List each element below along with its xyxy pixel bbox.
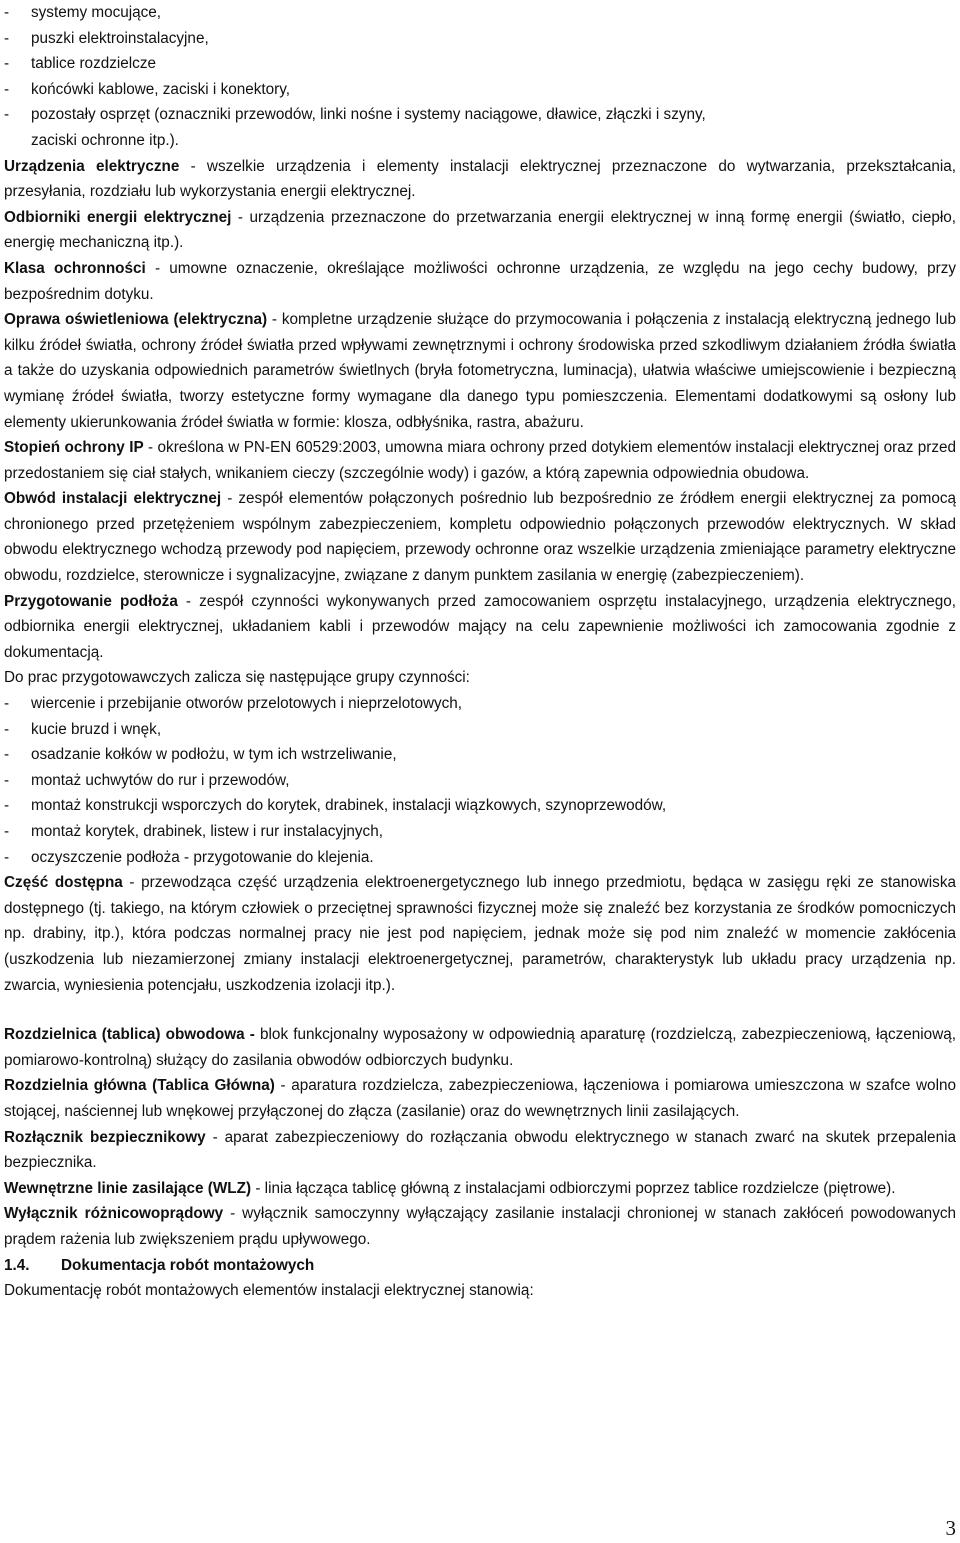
definition-text: - kompletne urządzenie służące do przymocowania i połączenia z instalacją elektryczną jednego lub kilku źródeł światła, ochrony źródeł światła przed wpływami zewnętrznymi i ochrony środowiska przed szkodliwym działaniem źródła światła a także do uzyskania odpowiednich parametrów świetlnych (bryła fotometryczna, luminacja), ułatwia właściwe umiejscowienie i bezpieczną wymianę źródeł światła, tworzy estetyczne formy wymagane dla danego typu pomieszczenia. Elementami dodatkowymi są osłony lub elementy ukierunkowania źródeł światła w formie: klosza, odbłyśnika, rastra, abażuru. bbox=[4, 311, 956, 431]
definition-paragraph bbox=[4, 256, 956, 307]
list-item bbox=[4, 77, 956, 103]
definitions-block-1 bbox=[4, 154, 956, 666]
definition-text: - aparatura rozdzielcza, zabezpieczeniowa, łączeniowa i pomiarowa umieszczona w szafce wolno stojącej, naściennej lub wnękowej przyłączonej do złącza (zasilanie) oraz do wewnętrznych linii zasilających. bbox=[4, 1077, 956, 1120]
prep-intro: Do prac przygotowawczych zalicza się następujące grupy czynności: bbox=[4, 669, 470, 687]
definition-paragraph bbox=[4, 1176, 956, 1202]
list-item bbox=[4, 742, 956, 768]
list-item-text: tablice rozdzielcze bbox=[31, 55, 156, 73]
list-item bbox=[4, 717, 956, 743]
definition-term: Wyłącznik różnicowoprądowy bbox=[4, 1205, 224, 1223]
definition-text: - określona w PN-EN 60529:2003, umowna miara ochrony przed dotykiem elementów instalacji elektrycznej oraz przed przedostaniem się ciał stałych, wnikaniem cieczy (szczególnie wody) i gazów, a którą zapewnia odpowiednia obudowa. bbox=[4, 439, 957, 482]
list-item-text: oczyszczenie podłoża - przygotowanie do klejenia. bbox=[31, 848, 374, 866]
list-item-text: montaż korytek, drabinek, listew i rur instalacyjnych, bbox=[31, 823, 383, 840]
definitions-block-3 bbox=[4, 1022, 956, 1252]
list-dash: - bbox=[4, 80, 10, 98]
section-number: 1.4. bbox=[4, 1256, 30, 1274]
definition-paragraph bbox=[4, 486, 956, 588]
list-dash: - bbox=[4, 695, 10, 713]
page-number: 3 bbox=[945, 1516, 956, 1540]
section-title: Dokumentacja robót montażowych bbox=[61, 1256, 315, 1274]
top-list bbox=[4, 0, 956, 154]
definition-paragraph bbox=[4, 870, 956, 998]
definition-text: - zespół elementów połączonych pośrednio lub bezpośrednio ze źródłem energii elektrycznej za pomocą chronionego przed przetężeniem wspólnym zabezpieczeniem, kompletu odpowiednio połączonych przewodów elektrycznych. W skład obwodu elektrycznego wchodzą przewody pod napięciem, przewody ochronne oraz wszelkie urządzenia zmieniające parametry elektryczne obwodu, rozdzielce, sterownicze i sygnalizacyjne, związane z danym punktem zasilania w energię (zabezpieczeniem). bbox=[4, 490, 956, 585]
list-item-text: systemy mocujące, bbox=[31, 4, 162, 21]
list-item bbox=[4, 793, 956, 819]
list-dash: - bbox=[4, 720, 10, 738]
definition-paragraph bbox=[4, 589, 956, 666]
definition-paragraph bbox=[4, 307, 956, 435]
list-item-text: montaż konstrukcji wsporczych do korytek, drabinek, instalacji wiązkowych, szynoprzewodów, bbox=[31, 797, 667, 815]
definition-term: Oprawa oświetleniowa (elektryczna) bbox=[4, 311, 268, 329]
list-item-text: kucie bruzd i wnęk, bbox=[31, 720, 162, 738]
definition-text: - zespół czynności wykonywanych przed zamocowaniem osprzętu instalacyjnego, urządzenia elektrycznego, odbiornika energii elektrycznej, układaniem kabli i przewodów mający na celu zapewnienie możliwości ich zamocowania zgodnie z dokumentacją. bbox=[4, 592, 956, 661]
paragraph-gap bbox=[4, 998, 956, 1022]
definition-text: - linia łącząca tablicę główną z instalacjami odbiorczymi poprzez tablice rozdzielcze (piętrowe). bbox=[251, 1179, 896, 1197]
list-item-text: puszki elektroinstalacyjne, bbox=[31, 29, 209, 47]
document-page bbox=[4, 0, 956, 1304]
definition-paragraph bbox=[4, 205, 956, 256]
list-item bbox=[4, 845, 956, 871]
definition-paragraph bbox=[4, 1125, 956, 1176]
list-item-continuation: zaciski ochronne itp.). bbox=[31, 131, 179, 149]
list-item bbox=[4, 691, 956, 717]
definition-text: - wyłącznik samoczynny wyłączający zasilanie instalacji chronionej w stanach zakłóceń powodowanych prądem rażenia lub zwiększeniem prądu upływowego. bbox=[4, 1205, 956, 1248]
definition-text: - przewodząca część urządzenia elektroenergetycznego lub innego przedmiotu, będąca w zasięgu ręki ze stanowiska dostępnego (tj. takiego, na którym człowiek o przeciętnej sprawności fizycznej może się znaleźć bez korzystania ze środków pomocniczych np. drabiny, itp.), która podczas normalnej pracy nie jest pod napięciem, jednak może się pod nim znaleźć w momencie zakłócenia (uszkodzenia lub niezamierzonej zmiany instalacji elektroenergetycznej, parametrów, charakterystyk lub układu pracy urządzenia np. zwarcia, wyniesienia potencjału, uszkodzenia izolacji itp.). bbox=[4, 874, 956, 994]
definition-paragraph bbox=[4, 1022, 956, 1073]
prep-list bbox=[4, 691, 956, 870]
list-item-text: pozostały osprzęt (oznaczniki przewodów, linki nośne i systemy naciągowe, dławice, złączki i szyny, bbox=[31, 106, 706, 124]
list-item bbox=[4, 0, 956, 26]
definitions-block-2 bbox=[4, 870, 956, 998]
definition-term: Obwód instalacji elektrycznej bbox=[4, 490, 222, 508]
section-heading bbox=[4, 1253, 956, 1279]
list-dash: - bbox=[4, 55, 10, 73]
definition-term: Przygotowanie podłoża bbox=[4, 592, 178, 610]
list-item bbox=[4, 51, 956, 77]
definition-term: Wewnętrzne linie zasilające (WLZ) bbox=[4, 1179, 252, 1197]
list-item bbox=[4, 26, 956, 52]
definition-term: Odbiorniki energii elektrycznej bbox=[4, 208, 232, 226]
definition-text: - urządzenia przeznaczone do przetwarzania energii elektrycznej w inną formę energii (światło, ciepło, energię mechaniczną itp.). bbox=[4, 208, 956, 252]
list-item-text: montaż uchwytów do rur i przewodów, bbox=[31, 771, 290, 789]
definition-paragraph bbox=[4, 1201, 956, 1252]
list-dash: - bbox=[4, 4, 10, 21]
list-dash: - bbox=[4, 771, 10, 789]
definition-term: Rozdzielnica (tablica) obwodowa - bbox=[4, 1026, 255, 1044]
definition-term: Część dostępna bbox=[4, 874, 123, 892]
list-item bbox=[4, 819, 956, 845]
definition-paragraph bbox=[4, 1073, 956, 1124]
list-dash: - bbox=[4, 797, 10, 815]
definition-term: Klasa ochronności bbox=[4, 259, 146, 277]
list-item-text: osadzanie kołków w podłożu, w tym ich wstrzeliwanie, bbox=[31, 746, 397, 764]
list-dash: - bbox=[4, 848, 10, 866]
list-item-text: końcówki kablowe, zaciski i konektory, bbox=[31, 80, 291, 98]
definition-text: - wszelkie urządzenia i elementy instalacji elektrycznej przeznaczone do wytwarzania, przekształcania, przesyłania, rozdziału lub wykorzystania energii elektrycznej. bbox=[4, 157, 956, 201]
definition-term: Rozdzielnia główna (Tablica Główna) bbox=[4, 1077, 275, 1095]
definition-text: - umowne oznaczenie, określające możliwości ochronne urządzenia, ze względu na jego cechy budowy, przy bezpośrednim dotyku. bbox=[4, 259, 957, 303]
definition-paragraph bbox=[4, 154, 956, 205]
definition-term: Rozłącznik bezpiecznikowy bbox=[4, 1128, 206, 1146]
definition-text: blok funkcjonalny wyposażony w odpowiednią aparaturę (rozdzielczą, zabezpieczeniową, łączeniową, pomiarowo-kontrolną) służący do zasilania obwodów odbiorczych budynku. bbox=[4, 1026, 956, 1069]
list-dash: - bbox=[4, 823, 10, 840]
list-dash: - bbox=[4, 746, 10, 764]
section-intro: Dokumentację robót montażowych elementów instalacji elektrycznej stanowią: bbox=[4, 1282, 534, 1300]
list-item-text: wiercenie i przebijanie otworów przelotowych i nieprzelotowych, bbox=[31, 695, 463, 713]
definition-text: - aparat zabezpieczeniowy do rozłączania obwodu elektrycznego w stanach zwarć na skutek przepalenia bezpiecznika. bbox=[4, 1128, 956, 1172]
definition-term: Urządzenia elektryczne bbox=[4, 157, 180, 175]
definition-paragraph bbox=[4, 435, 956, 486]
definition-term: Stopień ochrony IP bbox=[4, 439, 144, 457]
list-item bbox=[4, 768, 956, 794]
list-item bbox=[4, 102, 956, 128]
list-dash: - bbox=[4, 29, 10, 47]
list-dash: - bbox=[4, 106, 10, 124]
